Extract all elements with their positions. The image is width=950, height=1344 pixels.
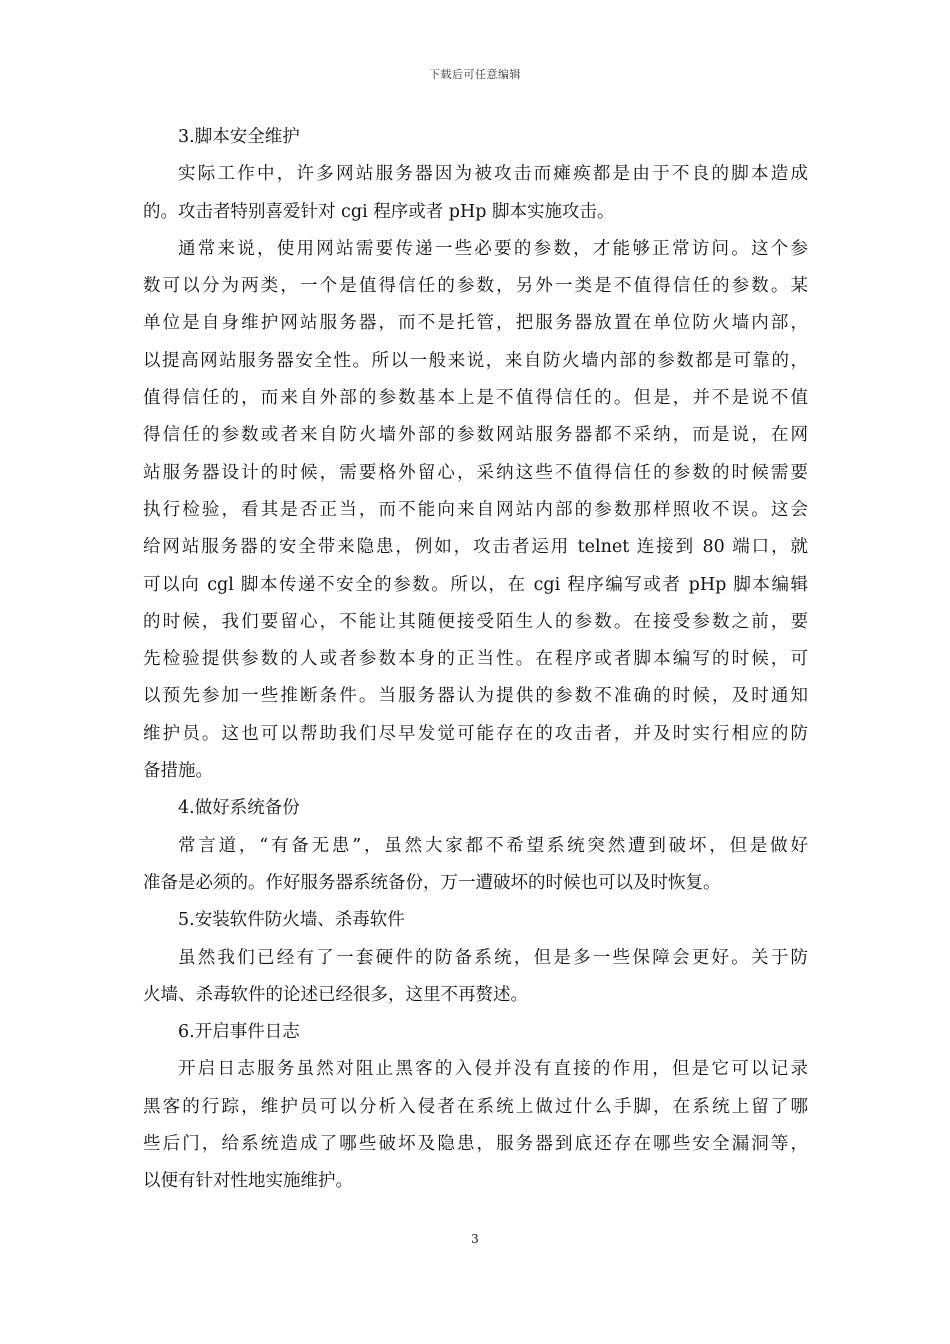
page-header: 下载后可任意编辑	[429, 68, 521, 81]
paragraph-line: 以便有针对性地实施维护。	[143, 1171, 353, 1192]
paragraph-line: 站服务器设计的时候，需要格外留心，采纳这些不值得信任的参数的时候需要	[143, 462, 808, 483]
paragraph-line: 以预先参加一些推断条件。当服务器认为提供的参数不准确的时候，及时通知	[143, 686, 808, 707]
paragraph-line: 先检验提供参数的人或者参数本身的正当性。在程序或者脚本编写的时候，可	[143, 649, 808, 670]
paragraph-line: 实际工作中，许多网站服务器因为被攻击而瘫痪都是由于不良的脚本造成	[178, 164, 808, 185]
section-heading: 4.做好系统备份	[178, 798, 300, 819]
paragraph-line: 数可以分为两类，一个是值得信任的参数，另外一类是不值得信任的参数。某	[143, 276, 808, 297]
paragraph-line: 可以向 cgl 脚本传递不安全的参数。所以，在 cgi 程序编写或者 pHp 脚本编辑	[143, 574, 808, 595]
paragraph-line: 给网站服务器的安全带来隐患，例如，攻击者运用 telnet 连接到 80 端口，就	[143, 537, 808, 558]
paragraph-line: 维护员。这也可以帮助我们尽早发觉可能存在的攻击者，并及时实行相应的防	[143, 723, 808, 744]
paragraph-line: 的时候，我们要留心，不能让其随便接受陌生人的参数。在接受参数之前，要	[143, 611, 808, 632]
paragraph-line: 开启日志服务虽然对阻止黑客的入侵并没有直接的作用，但是它可以记录	[178, 1059, 808, 1080]
paragraph-line: 准备是必须的。作好服务器系统备份，万一遭破坏的时候也可以及时恢复。	[143, 872, 721, 893]
paragraph-line: 黑客的行踪，维护员可以分析入侵者在系统上做过什么手脚，在系统上留了哪	[143, 1096, 808, 1117]
paragraph-line: 执行检验，看其是否正当，而不能向来自网站内部的参数那样照收不误。这会	[143, 499, 808, 520]
paragraph-line: 火墙、杀毒软件的论述已经很多，这里不再赘述。	[143, 984, 528, 1005]
section-heading: 3.脚本安全维护	[178, 127, 300, 147]
section-heading: 5.安装软件防火墙、杀毒软件	[178, 910, 405, 931]
paragraph-line: 得信任的参数或者来自防火墙外部的参数网站服务器都不采纳，而是说，在网	[143, 425, 808, 446]
paragraph-line: 的。攻击者特别喜爱针对 cgi 程序或者 pHp 脚本实施攻击。	[143, 201, 615, 222]
paragraph-line: 备措施。	[143, 761, 213, 782]
paragraph-line: 虽然我们已经有了一套硬件的防备系统，但是多一些保障会更好。关于防	[178, 947, 808, 968]
paragraph-line: 值得信任的，而来自外部的参数基本上是不值得信任的。但是，并不是说不值	[143, 388, 808, 409]
paragraph-line: 以提高网站服务器安全性。所以一般来说，来自防火墙内部的参数都是可靠的，	[143, 350, 808, 371]
paragraph-line: 单位是自身维护网站服务器，而不是托管，把服务器放置在单位防火墙内部，	[143, 313, 808, 334]
paragraph-line: 常言道，“有备无患”，虽然大家都不希望系统突然遭到破坏，但是做好	[178, 835, 808, 856]
paragraph-line: 通常来说，使用网站需要传递一些必要的参数，才能够正常访问。这个参	[178, 238, 808, 259]
document-body	[143, 126, 808, 1208]
section-heading: 6.开启事件日志	[178, 1022, 300, 1043]
paragraph-line: 些后门，给系统造成了哪些破坏及隐患，服务器到底还存在哪些安全漏洞等，	[143, 1134, 808, 1155]
page-number: 3	[471, 1232, 479, 1246]
